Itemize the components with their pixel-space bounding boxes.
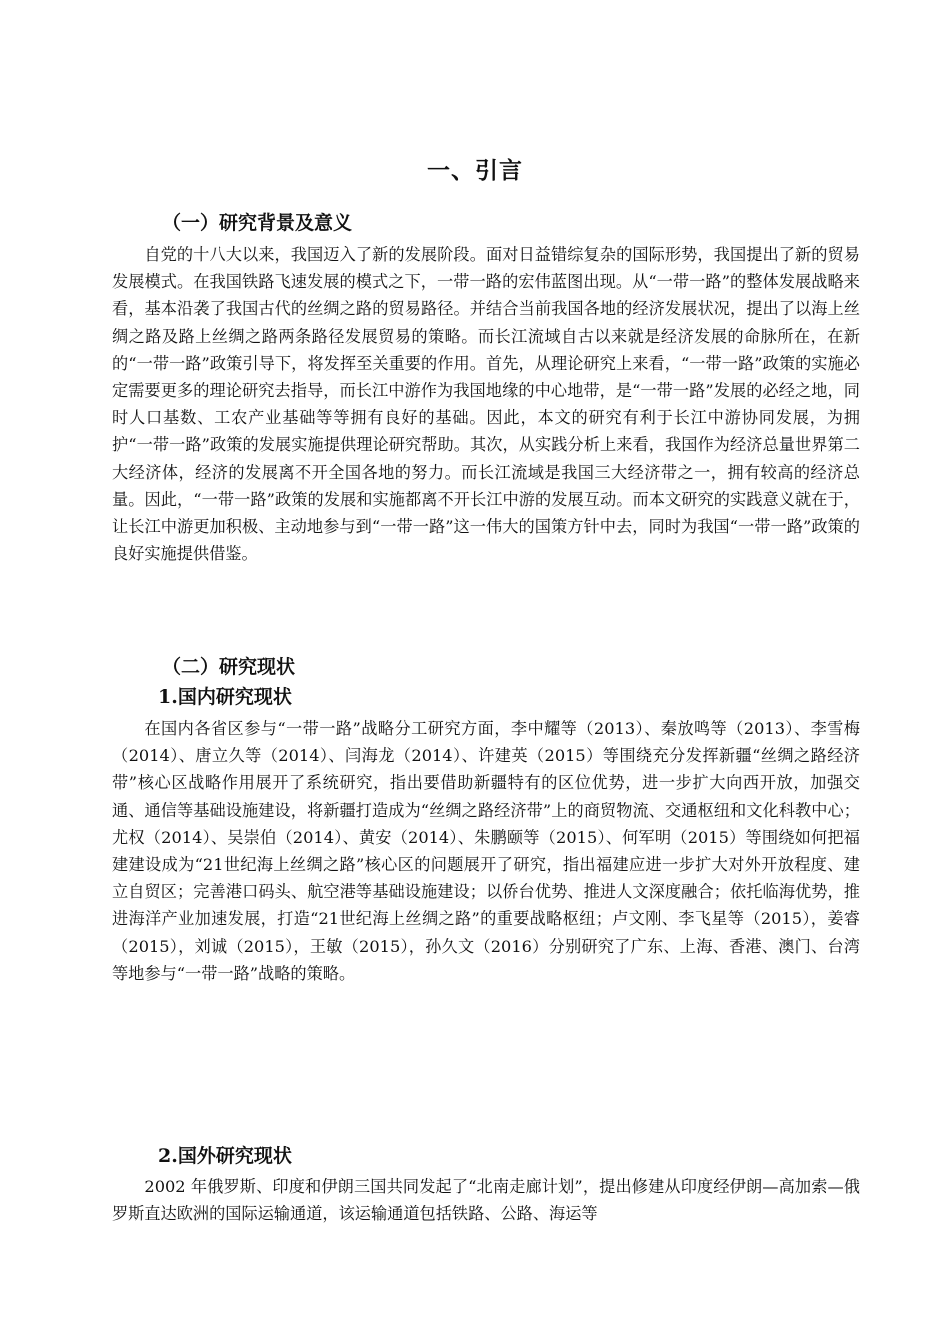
section-heading-research-status: （二）研究现状 xyxy=(162,656,296,678)
paragraph-background: 自党的十八大以来，我国迈入了新的发展阶段。面对日益错综复杂的国际形势，我国提出了新的贸易发展模式。在我国铁路飞速发展的模式之下，一带一路的宏伟蓝图出现。从“一带一路”的整体发展战略来看，基本沿袭了我国古代的丝绸之路的贸易路径。并结合当前我国各地的经济发展状况，提出了以海上丝绸之路及路上丝绸之路两条路径发展贸易的策略。而长江流域自古以来就是经济发展的命脉所在，在新的“一带一路”政策引导下，将发挥至关重要的作用。首先，从理论研究上来看，“一带一路”政策的实施必定需要更多的理论研究去指导，而长江中游作为我国地缘的中心地带，是“一带一路”发展的必经之地，同时人口基数、工农产业基础等等拥有良好的基础。因此，本文的研究有利于长江中游协同发展，为拥护“一带一路”政策的发展实施提供理论研究帮助。其次，从实践分析上来看，我国作为经济总量世界第二大经济体，经济的发展离不开全国各地的努力。而长江流域是我国三大经济带之一，拥有较高的经济总量。因此，“一带一路”政策的发展和实施都离不开长江中游的发展互动。而本文研究的实践意义就在于，让长江中游更加积极、主动地参与到“一带一路”这一伟大的国策方针中去，同时为我国“一带一路”政策的良好实施提供借鉴。 xyxy=(112,245,860,564)
paragraph-foreign-research: 2002 年俄罗斯、印度和伊朗三国共同发起了“北南走廊计划”，提出修建从印度经伊朗—高加索—俄罗斯直达欧洲的国际运输通道，该运输通道包括铁路、公路、海运等 xyxy=(112,1177,860,1224)
subsection-heading-domestic: 1.国内研究现状 xyxy=(158,686,292,708)
paragraph-domestic-research: 在国内各省区参与“一带一路”战略分工研究方面，李中耀等（2013）、秦放鸣等（2013）、李雪梅（2014）、唐立久等（2014）、闫海龙（2014）、许建英（2015）等围绕充分发挥新疆“丝绸之路经济带”核心区战略作用展开了系统研究，指出要借助新疆特有的区位优势，进一步扩大向西开放，加强交通、通信等基础设施建设，将新疆打造成为“丝绸之路经济带”上的商贸物流、交通枢纽和文化科教中心；尤权（2014）、吴崇伯（2014）、黄安（2014）、朱鹏颐等（2015）、何军明（2015）等围绕如何把福建建设成为“21世纪海上丝绸之路”核心区的问题展开了研究，指出福建应进一步扩大对外开放程度、建立自贸区；完善港口码头、航空港等基础设施建设；以侨台优势、推进人文深度融合；依托临海优势，推进海洋产业加速发展，打造“21世纪海上丝绸之路”的重要战略枢纽；卢文刚、李飞星等（2015），姜睿（2015），刘诚（2015），王敏（2015），孙久文（2016）分别研究了广东、上海、香港、澳门、台湾等地参与“一带一路”战略的策略。 xyxy=(112,719,860,983)
subsection-heading-foreign: 2.国外研究现状 xyxy=(158,1145,292,1167)
section-heading-background: （一）研究背景及意义 xyxy=(162,212,353,234)
chapter-title: 一、引言 xyxy=(427,157,523,184)
